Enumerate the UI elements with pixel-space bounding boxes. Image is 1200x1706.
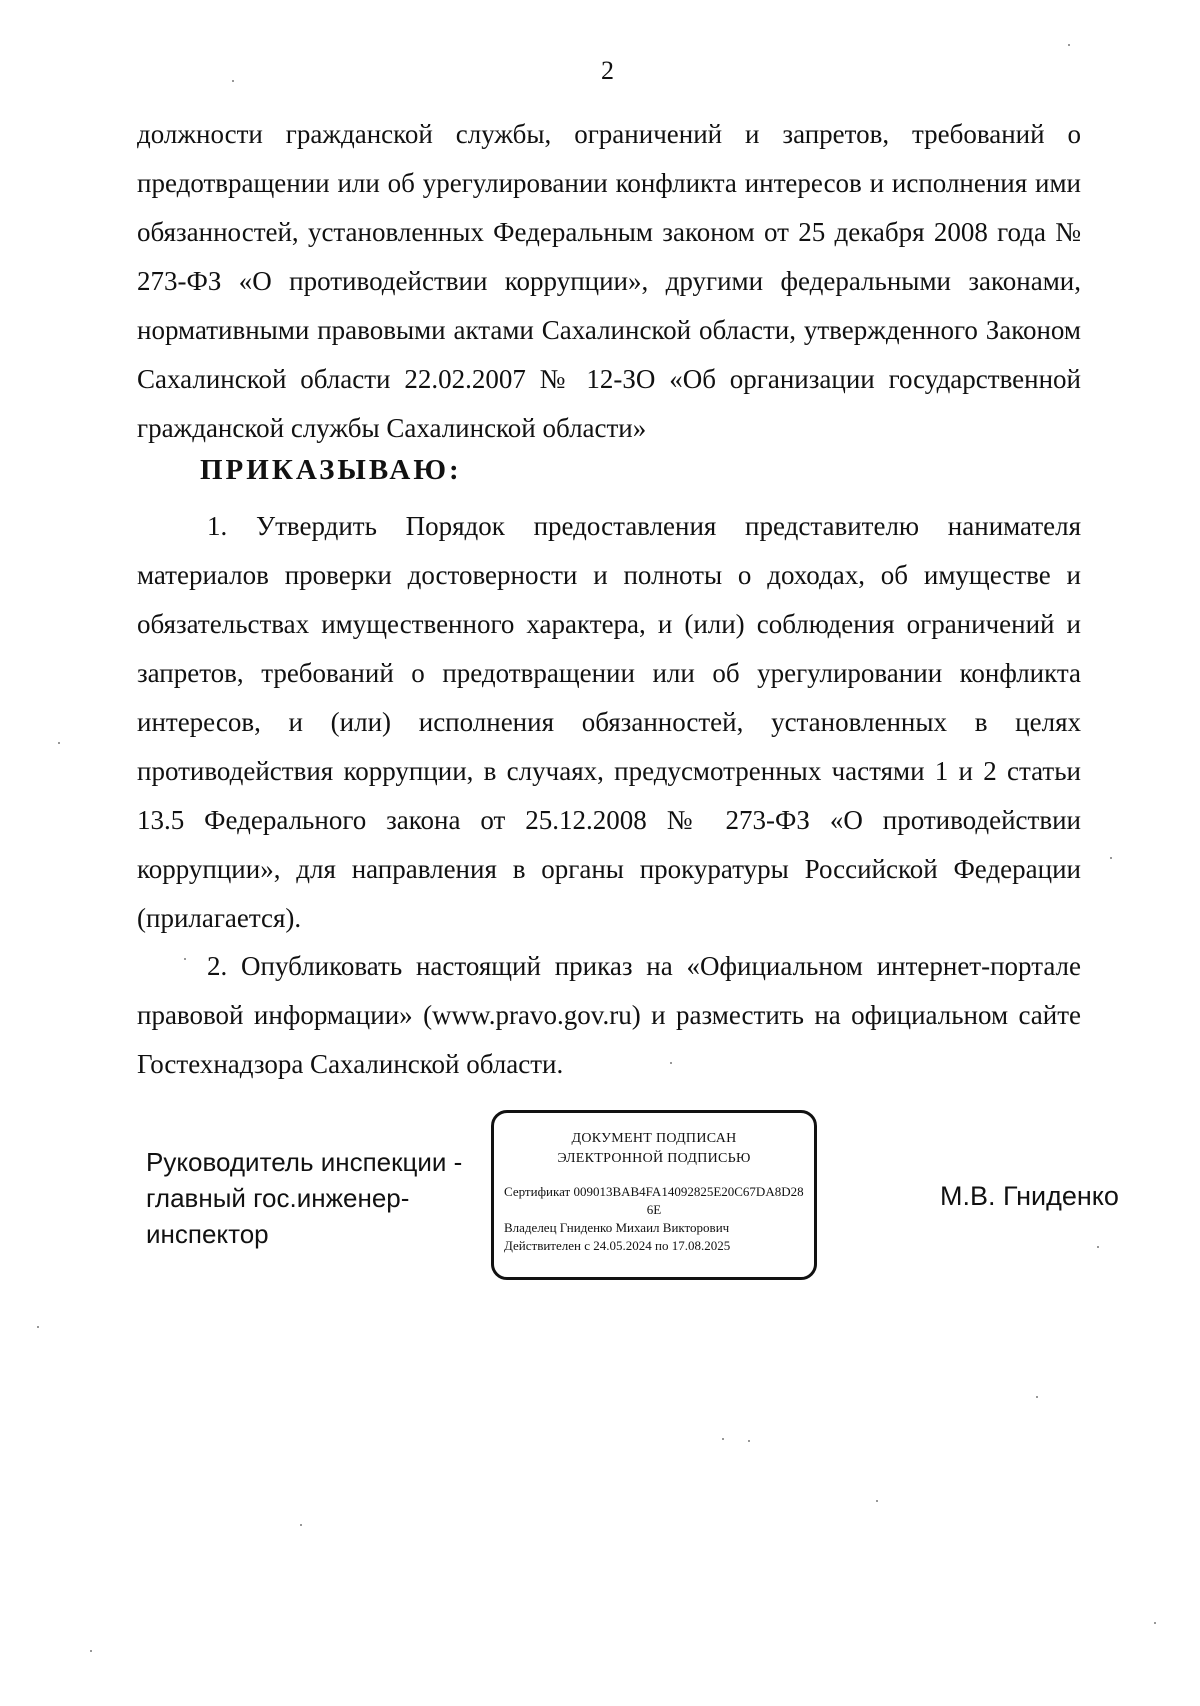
order-title: ПРИКАЗЫВАЮ:	[200, 454, 462, 486]
stamp-certificate-label: Сертификат	[504, 1184, 571, 1199]
intro-text: должности гражданской службы, ограничений и запретов, требований о предотвращении или об урегулировании конфликта интересов и исполнения ими обязанностей, установленных Федеральным законом от 25 декабря 2008 года № 273-ФЗ «О противодействии коррупции», другими федеральными законами, нормативными правовыми актами Сахалинской области, утвержденного Законом Сахалинской области 22.02.2007 № 12-ЗО «Об организации государственной гражданской службы Сахалинской области»	[137, 119, 1081, 443]
stamp-heading-line-1: ДОКУМЕНТ ПОДПИСАН	[571, 1131, 737, 1146]
stamp-certificate-code: 009013BAB4FA14092825E20C67DA8D28	[573, 1184, 804, 1199]
signer-position	[146, 1144, 462, 1252]
stamp-certificate-code-tail: 6E	[646, 1202, 662, 1217]
order-item-1-text: 1. Утвердить Порядок предоставления представителю нанимателя материалов проверки достоверности и полноты о доходах, об имуществе и обязательствах имущественного характера, и (или) соблюдения ограничений и запретов, требований о предотвращении или об урегулировании конфликта интересов, и (или) исполнения обязанностей, установленных в целях противодействия коррупции, в случаях, предусмотренных частями 1 и 2 статьи 13.5 Федерального закона от 25.12.2008 № 273-ФЗ «О противодействии коррупции», для направления в органы прокуратуры Российской Федерации (прилагается).	[137, 511, 1081, 933]
intro-paragraph	[137, 110, 1081, 453]
stamp-certificate	[504, 1183, 804, 1201]
stamp-heading-line-2: ЭЛЕКТРОННОЙ ПОДПИСЬЮ	[557, 1151, 751, 1166]
signer-name: М.В. Гниденко	[940, 1181, 1119, 1211]
order-item-2-text: 2. Опубликовать настоящий приказ на «Официальном интернет-портале правовой информации» (www.pravo.gov.ru) и разместить на официальном сайте Гостехнадзора Сахалинской области.	[137, 951, 1081, 1079]
stamp-details	[494, 1183, 814, 1255]
signer-position-line-3: инспектор	[146, 1219, 269, 1249]
order-item-2	[137, 942, 1081, 1089]
stamp-validity: Действителен с 24.05.2024 по 17.08.2025	[504, 1238, 731, 1253]
signer-position-line-1: Руководитель инспекции -	[146, 1147, 463, 1177]
signer-position-line-2: главный гос.инженер-	[146, 1183, 410, 1213]
stamp-owner: Владелец Гниденко Михаил Викторович	[504, 1220, 730, 1235]
stamp-heading	[494, 1129, 814, 1169]
page-number: 2	[601, 56, 614, 85]
electronic-signature-stamp	[491, 1110, 817, 1280]
order-item-1	[137, 502, 1081, 943]
